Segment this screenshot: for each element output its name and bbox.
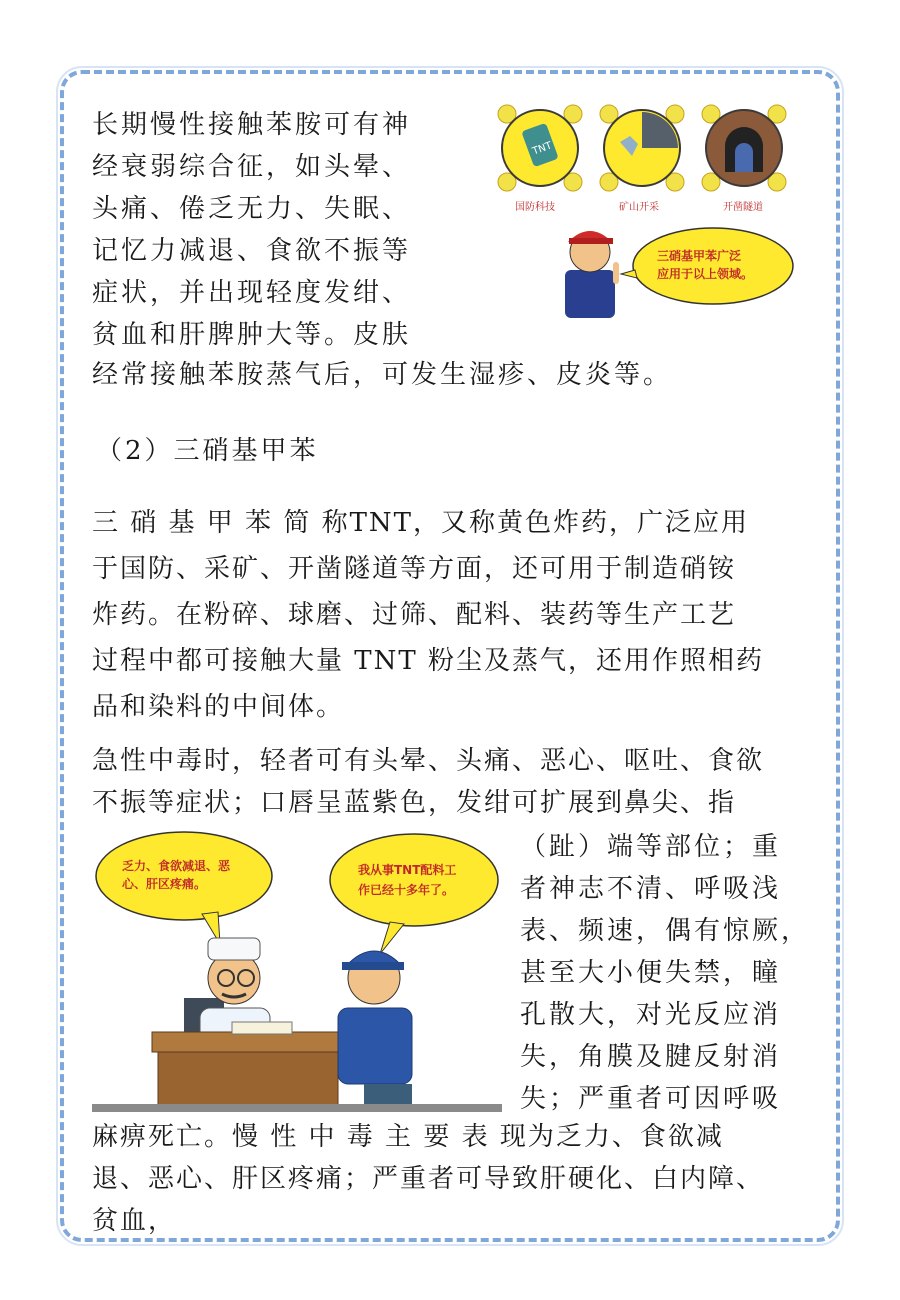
floor-line	[92, 1104, 502, 1112]
paragraph-aniline-tail	[92, 354, 672, 396]
paragraph-chronic-poisoning	[92, 1116, 764, 1242]
icon-label: 开凿隧道	[723, 202, 763, 213]
heading-text: （2）三硝基甲苯	[96, 436, 319, 466]
speech-bubble	[621, 228, 793, 304]
text-line: 记忆力减退、食欲不振等	[92, 236, 412, 266]
text-line: 炸药。在粉碎、球磨、过筛、配料、装药等生产工艺	[92, 600, 737, 630]
tnt-applications-illustration	[495, 102, 795, 320]
icon-label: 矿山开采	[619, 202, 659, 213]
worker-figure	[565, 231, 619, 318]
mining-icon	[600, 105, 684, 191]
icon-label: 国防科技	[515, 202, 555, 213]
text-line: 三 硝 基 甲 苯 简 称TNT，又称黄色炸药，广泛应用	[92, 508, 750, 538]
doctor-speech-text: 心、肝区疼痛。	[122, 877, 207, 891]
speech-text: 应用于以上领域。	[657, 267, 754, 281]
text-line: 品和染料的中间体。	[92, 692, 345, 722]
defense-tech-icon	[498, 105, 582, 191]
text-line: 急性中毒时，轻者可有头晕、头痛、恶心、呕吐、食欲	[92, 746, 765, 776]
tunnel-icon	[702, 105, 786, 191]
tnt-icon-label: TNT	[531, 140, 554, 158]
paragraph-aniline	[92, 104, 411, 356]
text-line: 长期慢性接触苯胺可有神	[92, 110, 412, 140]
text-line: 经衰弱综合征，如头晕、	[92, 152, 412, 182]
text-line: 麻痹死亡。慢 性 中 毒 主 要 表 现为乏力、食欲减	[92, 1122, 724, 1152]
text-line: 退、恶心、肝区疼痛；严重者可导致肝硬化、白内障、	[92, 1164, 765, 1194]
text-line: 失；严重者可因呼吸	[520, 1084, 782, 1114]
worker-speech-bubble	[330, 834, 498, 954]
doctor-speech-bubble	[96, 832, 272, 944]
worker-patient-figure	[338, 951, 412, 1106]
text-line: 头痛、倦乏无力、失眠、	[92, 194, 412, 224]
text-line: （趾）端等部位；重	[520, 832, 782, 862]
text-line: 贫血，	[92, 1206, 177, 1236]
text-line: 症状，并出现轻度发绀、	[92, 278, 412, 308]
speech-text: 三硝基甲苯广泛	[657, 249, 742, 263]
paragraph-tnt-intro	[92, 500, 764, 730]
text-line: 不振等症状；口唇呈蓝紫色，发绀可扩展到鼻尖、指	[92, 788, 737, 818]
text-line: 过程中都可接触大量 TNT 粉尘及蒸气，还用作照相药	[92, 646, 764, 676]
text-line: 者神志不清、呼吸浅	[520, 874, 782, 904]
text-line: 孔散大，对光反应消	[520, 1000, 782, 1030]
text-line: 贫血和肝脾肿大等。皮肤	[92, 320, 412, 350]
worker-speech-text: 作已经十多年了。	[358, 883, 455, 897]
worker-speech-text: 我从事TNT配料工	[358, 863, 457, 877]
doctor-speech-text: 乏力、食欲减退、恶	[122, 859, 231, 873]
doctor-patient-illustration	[92, 828, 502, 1112]
text-line: 于国防、采矿、开凿隧道等方面，还可用于制造硝铵	[92, 554, 737, 584]
paragraph-acute-poisoning	[92, 740, 764, 824]
text-line: 表、频速，偶有惊厥，	[520, 916, 811, 946]
section-heading	[96, 430, 319, 472]
text-line: 失，角膜及腱反射消	[520, 1042, 782, 1072]
paragraph-severe-symptoms	[520, 826, 810, 1120]
text-line: 经常接触苯胺蒸气后，可发生湿疹、皮炎等。	[92, 360, 673, 390]
text-line: 甚至大小便失禁，瞳	[520, 958, 782, 988]
